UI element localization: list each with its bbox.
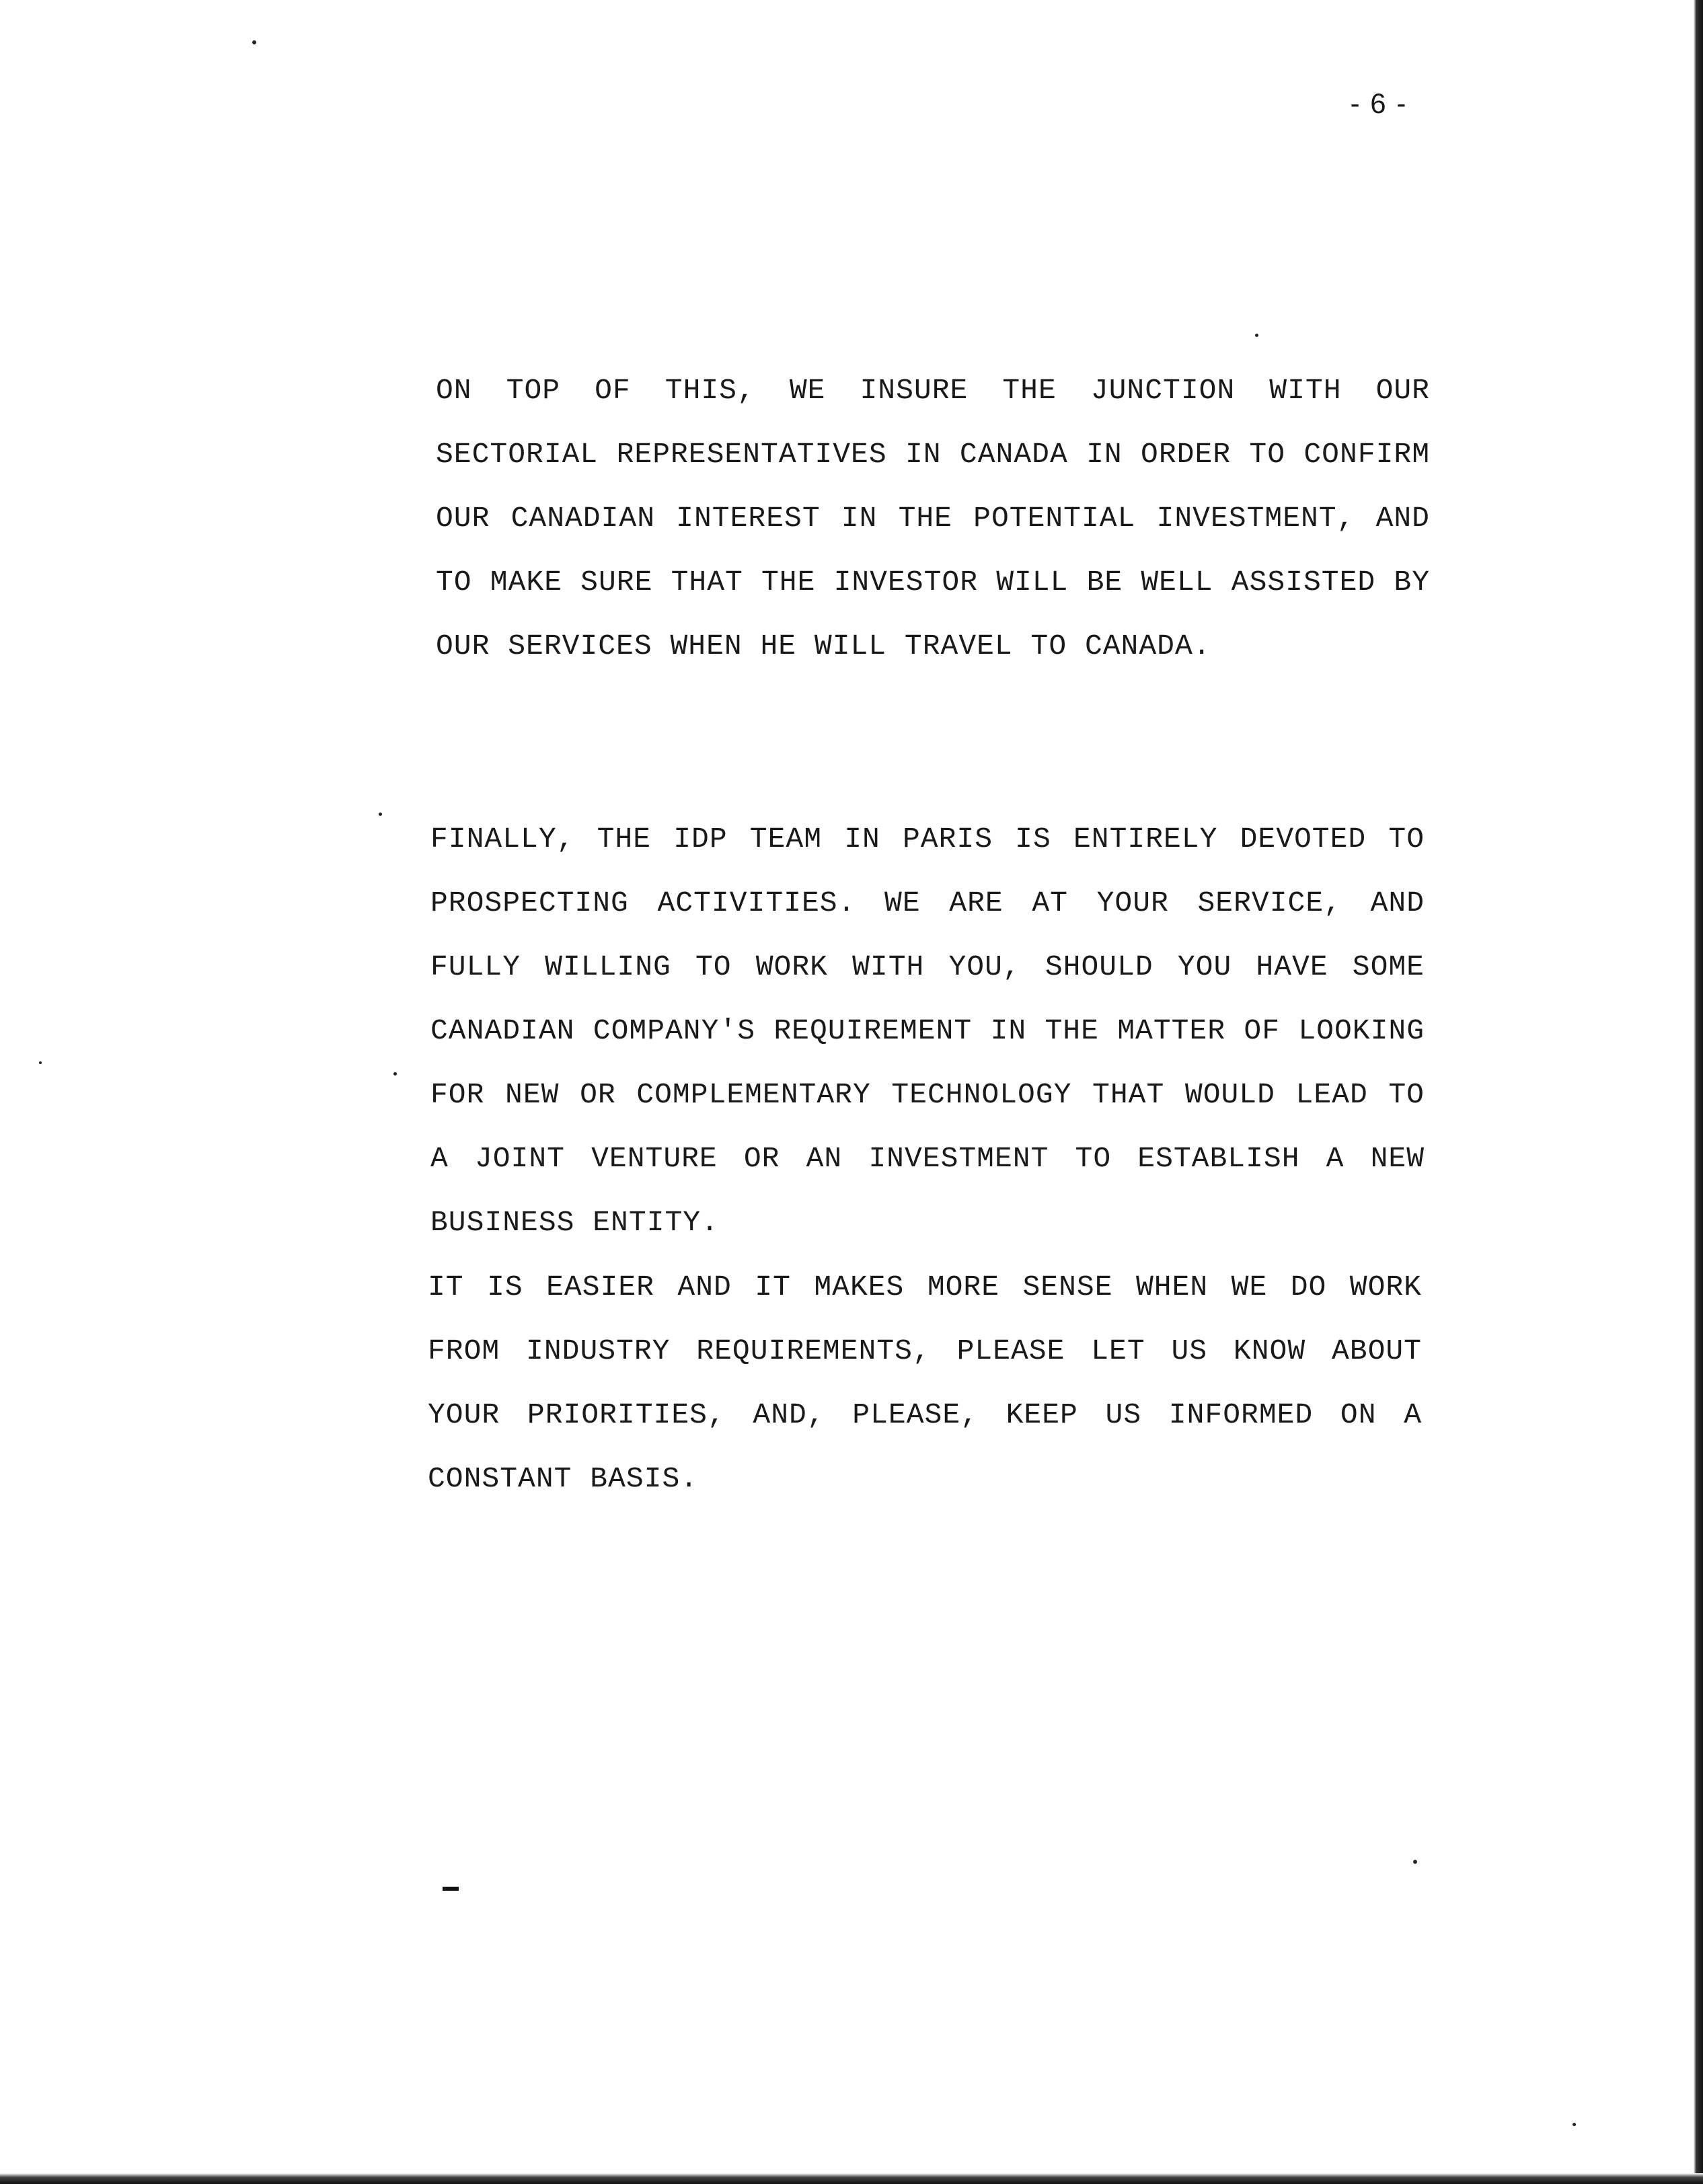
scan-bottom-edge	[0, 2173, 1703, 2184]
page-number: - 6 -	[1350, 87, 1408, 119]
paragraph-idp-team: FINALLY, THE IDP TEAM IN PARIS IS ENTIRELY DEVOTED TO PROSPECTING ACTIVITIES. WE ARE AT YOUR SERVICE, AND FULLY WILLING TO WORK WITH YOU, SHOULD YOU HAVE SOME CANADIAN COMPANY'S REQUIREMENT IN THE MATTER OF LOOKING FOR NEW OR COMPLEMENTARY TECHNOLOGY THAT WOULD LEAD TO A JOINT VENTURE OR AN INVESTMENT TO ESTABLISH A NEW BUSINESS ENTITY.	[430, 823, 1425, 1239]
scan-speck	[1573, 2123, 1576, 2126]
scan-mark	[443, 1887, 459, 1891]
paragraph-requirements: IT IS EASIER AND IT MAKES MORE SENSE WHEN WE DO WORK FROM INDUSTRY REQUIREMENTS, PLEASE LET US KNOW ABOUT YOUR PRIORITIES, AND, PLEASE, KEEP US INFORMED ON A CONSTANT BASIS.	[428, 1271, 1422, 1495]
scan-speck	[379, 813, 382, 816]
scan-speck	[1255, 334, 1258, 337]
scan-speck	[39, 1061, 42, 1064]
scan-speck	[393, 1072, 397, 1076]
paragraph-junction: ON TOP OF THIS, WE INSURE THE JUNCTION WITH OUR SECTORIAL REPRESENTATIVES IN CANADA IN ORDER TO CONFIRM OUR CANADIAN INTEREST IN THE POTENTIAL INVESTMENT, AND TO MAKE SURE THAT THE INVESTOR WILL BE WELL ASSISTED BY OUR SERVICES WHEN HE WILL TRAVEL TO CANADA.	[436, 374, 1430, 663]
scan-speck	[252, 40, 256, 44]
scan-right-edge	[1694, 0, 1703, 2184]
scan-speck	[1413, 1860, 1417, 1864]
